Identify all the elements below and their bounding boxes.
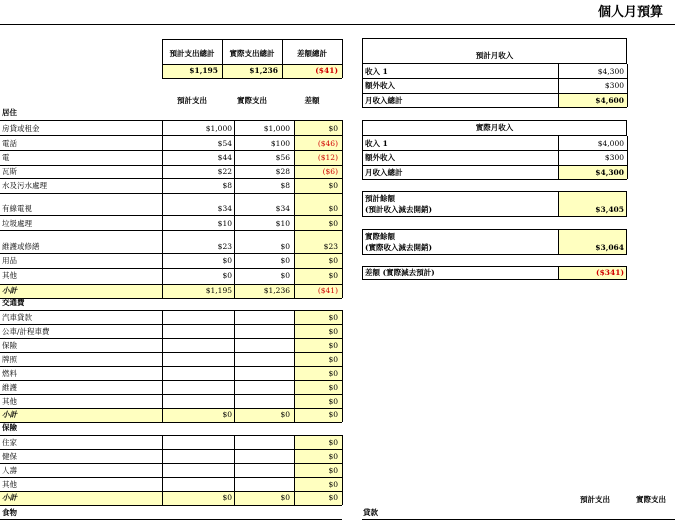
row-label: 垃圾處理	[2, 219, 32, 228]
loans-projected-header: 預計支出	[580, 495, 610, 504]
page-title: 個人月預算	[0, 3, 675, 25]
actual-balance-value: $3,064	[595, 243, 624, 252]
transport-title: 交通費	[2, 298, 25, 307]
subtotal-difference: $0	[328, 410, 338, 419]
row-label: 維護	[2, 383, 17, 392]
insurance-title: 保險	[2, 423, 17, 432]
income-total-value: $4,300	[595, 168, 624, 177]
subtotal-label: 小計	[2, 410, 17, 419]
summary-projected-total: $1,195	[189, 66, 218, 75]
row-projected: $23	[217, 242, 232, 251]
summary-difference-header: 差額總計	[297, 49, 327, 58]
row-difference: $0	[328, 204, 338, 213]
row-difference: $0	[328, 397, 338, 406]
loans-title: 貸款	[363, 508, 378, 517]
income-total-value: $4,600	[595, 96, 624, 105]
row-difference: ($12)	[317, 153, 338, 162]
row-difference: $0	[328, 383, 338, 392]
row-projected: $0	[222, 271, 232, 280]
row-label: 燃料	[2, 369, 17, 378]
col-header-projected: 預計支出	[177, 96, 207, 105]
summary-actual-header: 實際支出總計	[229, 49, 275, 58]
row-actual: $100	[270, 139, 290, 148]
row-difference: $0	[328, 181, 338, 190]
loans-actual-header: 實際支出	[636, 495, 666, 504]
projected-balance-label: 預計餘額	[365, 194, 395, 203]
extra-income-label: 額外收入	[365, 81, 395, 90]
food-title: 食物	[2, 508, 17, 517]
row-actual: $1,000	[263, 124, 290, 133]
row-actual: $8	[280, 181, 290, 190]
subtotal-difference: $0	[328, 493, 338, 502]
income-total-label: 月收入總計	[365, 168, 403, 177]
row-projected: $1,000	[205, 124, 232, 133]
actual-income-title: 實際月收入	[475, 123, 514, 132]
row-difference: $0	[328, 327, 338, 336]
actual-balance-note: (實際收入減去開銷)	[365, 243, 433, 252]
row-label: 電	[2, 153, 10, 162]
row-label: 用品	[2, 256, 17, 265]
extra-income-value: $300	[604, 81, 624, 90]
summary-actual-total: $1,236	[249, 66, 278, 75]
row-difference: $0	[328, 466, 338, 475]
col-header-actual: 實際支出	[237, 96, 267, 105]
subtotal-projected: $0	[222, 410, 232, 419]
income-value: $4,300	[597, 67, 624, 76]
row-label: 牌照	[2, 355, 17, 364]
row-label: 維護或修繕	[2, 242, 40, 251]
row-difference: $0	[328, 355, 338, 364]
row-label: 瓦斯	[2, 167, 17, 176]
row-label: 其他	[2, 397, 17, 406]
housing-title: 居住	[2, 108, 17, 117]
row-difference: $0	[328, 480, 338, 489]
row-difference: ($6)	[322, 167, 338, 176]
summary-projected-header: 預計支出總計	[169, 49, 215, 58]
row-projected: $0	[222, 256, 232, 265]
projected-balance-value: $3,405	[595, 205, 624, 214]
row-difference: $0	[328, 313, 338, 322]
actual-balance-label: 實際餘額	[365, 232, 395, 241]
row-projected: $54	[217, 139, 232, 148]
projected-income-title: 預計月收入	[475, 51, 514, 60]
extra-income-label: 額外收入	[365, 153, 395, 162]
row-label: 水及污水處理	[2, 181, 47, 190]
difference-value: ($341)	[596, 268, 624, 277]
row-difference: $0	[328, 341, 338, 350]
row-difference: $0	[328, 438, 338, 447]
row-actual: $0	[280, 242, 290, 251]
row-difference: $0	[328, 452, 338, 461]
row-projected: $10	[217, 219, 232, 228]
income-label: 收入 1	[365, 139, 388, 148]
row-label: 有線電視	[2, 204, 32, 213]
row-label: 房貸或租金	[2, 124, 40, 133]
row-label: 汽車貸款	[2, 313, 32, 322]
row-actual: $56	[275, 153, 290, 162]
subtotal-label: 小計	[2, 493, 17, 502]
row-difference: $0	[328, 219, 338, 228]
income-total-label: 月收入總計	[365, 96, 403, 105]
row-label: 其他	[2, 480, 17, 489]
row-actual: $10	[275, 219, 290, 228]
row-actual: $28	[275, 167, 290, 176]
projected-balance-note: (預計收入減去開銷)	[365, 205, 433, 214]
subtotal-actual: $0	[280, 410, 290, 419]
row-label: 人壽	[2, 466, 17, 475]
row-projected: $34	[217, 204, 232, 213]
row-difference: $0	[328, 124, 338, 133]
row-difference: $0	[328, 271, 338, 280]
row-difference: ($46)	[317, 139, 338, 148]
row-label: 電話	[2, 139, 17, 148]
subtotal-difference: ($41)	[317, 286, 338, 295]
row-difference: $23	[323, 242, 338, 251]
extra-income-value: $300	[604, 153, 624, 162]
row-actual: $34	[275, 204, 290, 213]
subtotal-actual: $1,236	[263, 286, 290, 295]
difference-label: 差額 (實際減去預計)	[365, 268, 435, 277]
col-header-difference: 差額	[304, 96, 320, 105]
row-label: 健保	[2, 452, 17, 461]
subtotal-actual: $0	[280, 493, 290, 502]
row-label: 保險	[2, 341, 17, 350]
row-label: 公車/計程車費	[2, 327, 50, 336]
subtotal-projected: $1,195	[205, 286, 232, 295]
row-actual: $0	[280, 271, 290, 280]
row-difference: $0	[328, 369, 338, 378]
income-value: $4,000	[597, 139, 624, 148]
subtotal-label: 小計	[2, 286, 17, 295]
row-difference: $0	[328, 256, 338, 265]
summary-difference-total: ($41)	[315, 66, 338, 75]
row-projected: $44	[217, 153, 232, 162]
subtotal-projected: $0	[222, 493, 232, 502]
row-projected: $22	[217, 167, 232, 176]
income-label: 收入 1	[365, 67, 388, 76]
row-actual: $0	[280, 256, 290, 265]
row-label: 住家	[2, 438, 17, 447]
row-label: 其他	[2, 271, 17, 280]
row-projected: $8	[222, 181, 232, 190]
